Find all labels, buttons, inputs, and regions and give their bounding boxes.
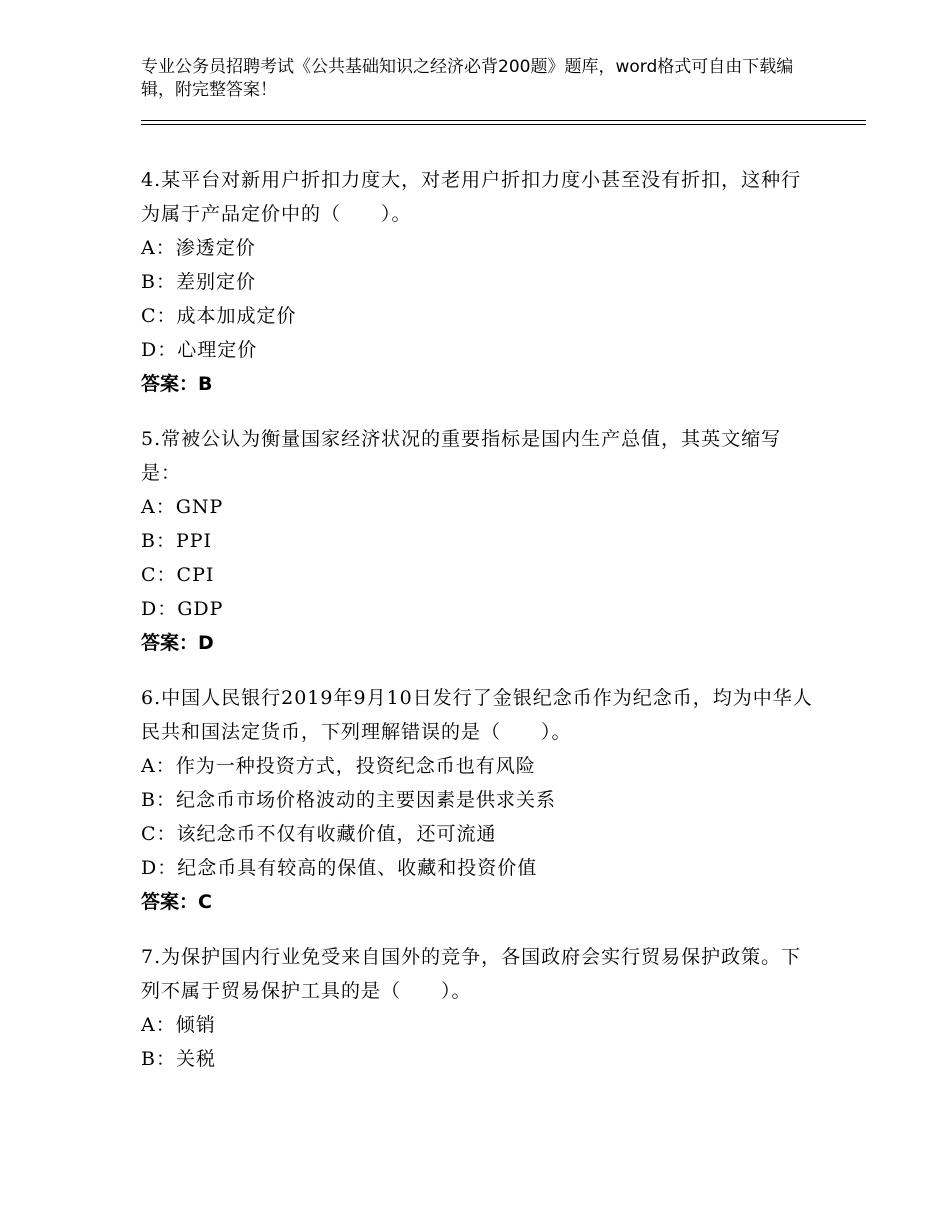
question-stem: 5.常被公认为衡量国家经济状况的重要指标是国内生产总值，其英文缩写是： (141, 428, 782, 484)
option-a: A：倾销 (141, 1014, 216, 1036)
answer-label: 答案：C (141, 891, 212, 913)
option-a: A：渗透定价 (141, 237, 256, 259)
option-b: B：关税 (141, 1048, 216, 1070)
question-6 (141, 681, 821, 919)
question-list (141, 163, 821, 1097)
header-divider-top (141, 120, 866, 121)
question-stem: 7.为保护国内行业免受来自国外的竞争，各国政府会实行贸易保护政策。下列不属于贸易保护工具的是（ ）。 (141, 946, 802, 1002)
option-c: C：CPI (141, 564, 215, 586)
question-5 (141, 422, 821, 660)
option-d: D：纪念币具有较高的保值、收藏和投资价值 (141, 857, 538, 879)
option-c: C：该纪念币不仅有收藏价值，还可流通 (141, 823, 497, 845)
answer-label: 答案：B (141, 373, 213, 395)
question-4 (141, 163, 821, 401)
answer-label: 答案：D (141, 632, 214, 654)
option-b: B：差别定价 (141, 271, 256, 293)
question-stem: 6.中国人民银行2019年9月10日发行了金银纪念币作为纪念币，均为中华人民共和国法定货币，下列理解错误的是（ ）。 (141, 687, 813, 743)
question-stem: 4.某平台对新用户折扣力度大，对老用户折扣力度小甚至没有折扣，这种行为属于产品定价中的（ ）。 (141, 169, 802, 225)
header-divider-bottom (141, 124, 866, 125)
option-a: A：GNP (141, 496, 224, 518)
option-c: C：成本加成定价 (141, 305, 297, 327)
option-b: B：纪念币市场价格波动的主要因素是供求关系 (141, 789, 556, 811)
option-d: D：GDP (141, 598, 224, 620)
option-d: D：心理定价 (141, 339, 258, 361)
option-a: A：作为一种投资方式，投资纪念币也有风险 (141, 755, 536, 777)
question-7 (141, 940, 821, 1076)
option-b: B：PPI (141, 530, 213, 552)
document-header: 专业公务员招聘考试《公共基础知识之经济必背200题》题库，word格式可自由下载编辑，附完整答案！ (141, 57, 794, 100)
